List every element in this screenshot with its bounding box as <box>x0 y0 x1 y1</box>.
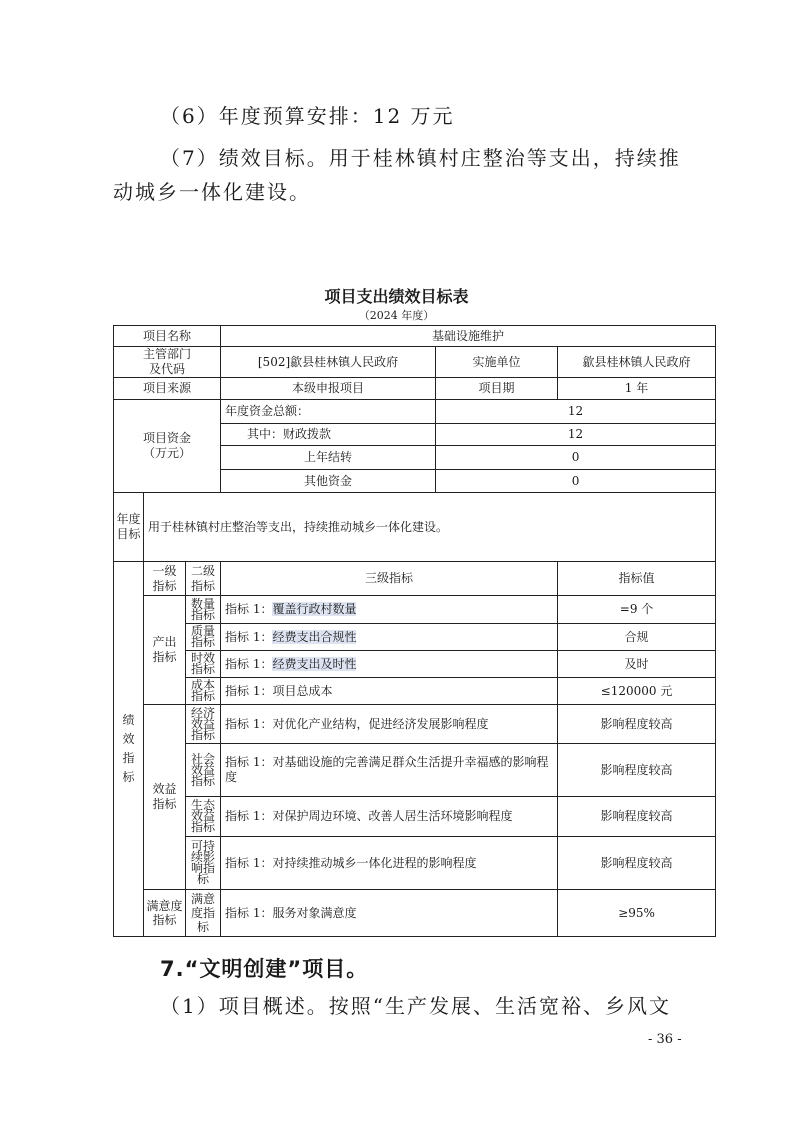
funds-label-total: 年度资金总额： <box>221 400 436 424</box>
funds-label-other: 其他资金 <box>221 470 436 493</box>
label-project-source: 项目来源 <box>114 378 221 400</box>
indicator-text: 服务对象满意度 <box>272 905 357 920</box>
indicator-satisfaction <box>221 890 558 937</box>
funds-value-carryover: 0 <box>436 446 716 470</box>
value-social: 影响程度较高 <box>558 744 716 797</box>
label-funds-line1: 项目资金 <box>143 431 192 445</box>
indicator-text: 对基础设施的完善满足群众生活提升幸福感的影响程度 <box>225 755 549 784</box>
label-project-period: 项目期 <box>436 378 558 400</box>
funds-label-fiscal: 其中：财政拨款 <box>221 424 436 446</box>
table-subtitle: （2024 年度） <box>358 309 435 322</box>
value-quantity: =9 个 <box>558 596 716 624</box>
indicator-social <box>221 744 558 797</box>
level2-timeliness: 时效指标 <box>186 651 221 678</box>
indicator-prefix: 指标 1： <box>225 809 273 823</box>
funds-value-total: 12 <box>436 400 716 424</box>
label-impl-unit: 实施单位 <box>436 347 558 378</box>
value-project-period: 1 年 <box>558 378 716 400</box>
funds-value-other: 0 <box>436 470 716 493</box>
indicator-text: 对持续推动城乡一体化进程的影响程度 <box>272 855 477 870</box>
value-impl-unit: 歙县桂林镇人民政府 <box>558 347 716 378</box>
level2-ecological: 生态效益指标 <box>186 797 221 837</box>
level2-cost: 成本指标 <box>186 678 221 705</box>
value-ecological: 影响程度较高 <box>558 797 716 837</box>
indicator-ecological <box>221 797 558 837</box>
value-project-source: 本级申报项目 <box>221 378 436 400</box>
indicator-prefix: 指标 1： <box>225 755 273 769</box>
label-project-name: 项目名称 <box>114 326 221 347</box>
indicator-text: 覆盖行政村数量 <box>272 602 357 616</box>
indicator-cost <box>221 678 558 705</box>
indicator-text: 项目总成本 <box>272 683 333 698</box>
indicator-economic <box>221 705 558 744</box>
header-level3: 三级指标 <box>221 562 558 596</box>
level2-sustainable: 可持续影响指标 <box>186 837 221 890</box>
indicator-prefix: 指标 1： <box>225 855 273 870</box>
indicator-prefix: 指标 1： <box>225 683 273 698</box>
indicator-prefix: 指标 1： <box>225 629 273 644</box>
section-intro: （1）项目概述。按照“生产发展、生活宽裕、乡风文 <box>160 994 671 1018</box>
indicator-prefix: 指标 1： <box>225 602 273 616</box>
indicator-quantity <box>221 596 558 624</box>
table-title: 项目支出绩效目标表 <box>324 287 469 306</box>
indicator-text: 对保护周边环境、改善人居生活环境影响程度 <box>272 809 513 823</box>
indicator-text: 经费支出及时性 <box>272 656 357 671</box>
value-satisfaction: ≥95% <box>558 890 716 937</box>
value-economic: 影响程度较高 <box>558 705 716 744</box>
label-dept-line1: 主管部门 <box>143 347 192 361</box>
funds-label-carryover: 上年结转 <box>221 446 436 470</box>
budget-paragraph: （6）年度预算安排：12 万元 <box>160 104 455 128</box>
section-heading: 7.“文明创建”项目。 <box>160 957 369 981</box>
annual-goal-text: 用于桂林镇村庄整治等支出，持续推动城乡一体化建设。 <box>144 493 716 562</box>
indicator-text: 经费支出合规性 <box>272 629 357 644</box>
level2-social: 社会效益指标 <box>186 744 221 797</box>
level2-satisfaction: 满意度指标 <box>186 890 221 937</box>
group-output: 产出指标 <box>144 596 186 705</box>
indicator-prefix: 指标 1： <box>225 656 273 671</box>
header-level2: 二级指标 <box>186 562 221 596</box>
performance-target-table <box>113 325 716 937</box>
group-satisfaction: 满意度指标 <box>144 890 186 937</box>
indicator-timeliness <box>221 651 558 678</box>
goal-paragraph-line2: 动城乡一体化建设。 <box>113 180 311 204</box>
funds-value-fiscal: 12 <box>436 424 716 446</box>
indicator-sustainable <box>221 837 558 890</box>
indicator-quality <box>221 624 558 651</box>
header-value: 指标值 <box>558 562 716 596</box>
value-cost: ≤120000 元 <box>558 678 716 705</box>
label-project-funds <box>114 400 221 493</box>
value-timeliness: 及时 <box>558 651 716 678</box>
indicator-prefix: 指标 1： <box>225 716 273 731</box>
value-quality: 合规 <box>558 624 716 651</box>
value-sustainable: 影响程度较高 <box>558 837 716 890</box>
label-performance-indicators: 绩效指标 <box>114 562 144 937</box>
level2-quantity: 数量指标 <box>186 596 221 624</box>
header-level1: 一级指标 <box>144 562 186 596</box>
value-project-name: 基础设施维护 <box>221 326 716 347</box>
indicator-prefix: 指标 1： <box>225 905 273 920</box>
label-dept <box>114 347 221 378</box>
level2-quality: 质量指标 <box>186 624 221 651</box>
indicator-text: 对优化产业结构，促进经济发展影响程度 <box>272 716 489 731</box>
level2-economic: 经济效益指标 <box>186 705 221 744</box>
label-dept-line2: 及代码 <box>149 362 186 376</box>
page-number: - 36 - <box>648 1032 682 1047</box>
value-dept: [502]歙县桂林镇人民政府 <box>221 347 436 378</box>
label-annual-goal: 年度目标 <box>114 493 144 562</box>
group-benefit: 效益指标 <box>144 705 186 890</box>
label-funds-line2: （万元） <box>143 446 192 460</box>
goal-paragraph-line1: （7）绩效目标。用于桂林镇村庄整治等支出，持续推 <box>160 146 681 170</box>
